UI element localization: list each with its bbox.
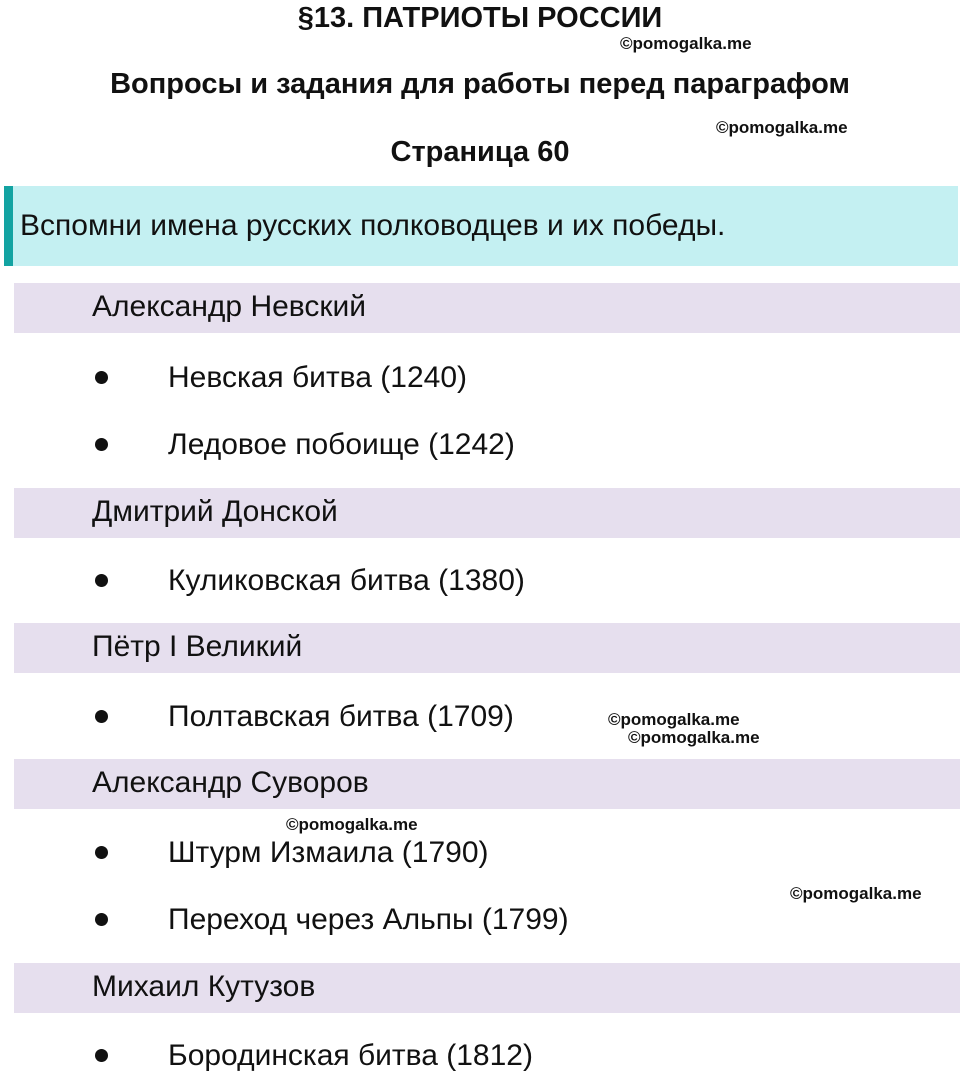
battle-item (0, 555, 960, 607)
watermark: ©pomogalka.me (286, 815, 418, 834)
question-text: Вспомни имена русских полководцев и их победы. (20, 209, 726, 242)
page-title: §13. ПАТРИОТЫ РОССИИ (297, 2, 663, 34)
watermark: ©pomogalka.me (628, 728, 760, 747)
battle-item (0, 352, 960, 404)
bullet-icon (95, 846, 108, 859)
question-accent-bar (4, 186, 13, 266)
watermark: ©pomogalka.me (620, 34, 752, 53)
battle-text: Куликовская битва (1380) (168, 564, 525, 597)
commander-name: Пётр I Великий (92, 630, 303, 663)
battle-item (0, 1030, 960, 1082)
battle-text: Бородинская битва (1812) (168, 1039, 533, 1072)
battle-item (0, 894, 960, 946)
bullet-icon (95, 371, 108, 384)
battle-text: Полтавская битва (1709) (168, 700, 514, 733)
commander-name: Александр Невский (92, 290, 367, 323)
commander-name: Михаил Кутузов (92, 970, 316, 1003)
commander-name: Дмитрий Донской (92, 495, 338, 528)
battle-text: Невская битва (1240) (168, 361, 468, 394)
commander-row (14, 488, 960, 538)
page-number: Страница 60 (390, 136, 570, 168)
battle-text: Ледовое побоище (1242) (168, 428, 515, 461)
commander-row (14, 963, 960, 1013)
commander-row (14, 759, 960, 809)
battle-text: Штурм Измаила (1790) (168, 836, 489, 869)
bullet-icon (95, 1049, 108, 1062)
watermark: ©pomogalka.me (608, 710, 740, 729)
question-box (4, 186, 958, 266)
battle-item (0, 691, 960, 743)
watermark: ©pomogalka.me (790, 884, 922, 903)
bullet-icon (95, 438, 108, 451)
bullet-icon (95, 710, 108, 723)
commander-name: Александр Суворов (92, 766, 369, 799)
watermark: ©pomogalka.me (716, 118, 848, 137)
bullet-icon (95, 913, 108, 926)
battle-text: Переход через Альпы (1799) (168, 903, 569, 936)
commander-row (14, 283, 960, 333)
battle-item (0, 419, 960, 471)
page-subtitle: Вопросы и задания для работы перед параграфом (110, 68, 850, 100)
battle-item (0, 827, 960, 879)
commander-row (14, 623, 960, 673)
bullet-icon (95, 574, 108, 587)
